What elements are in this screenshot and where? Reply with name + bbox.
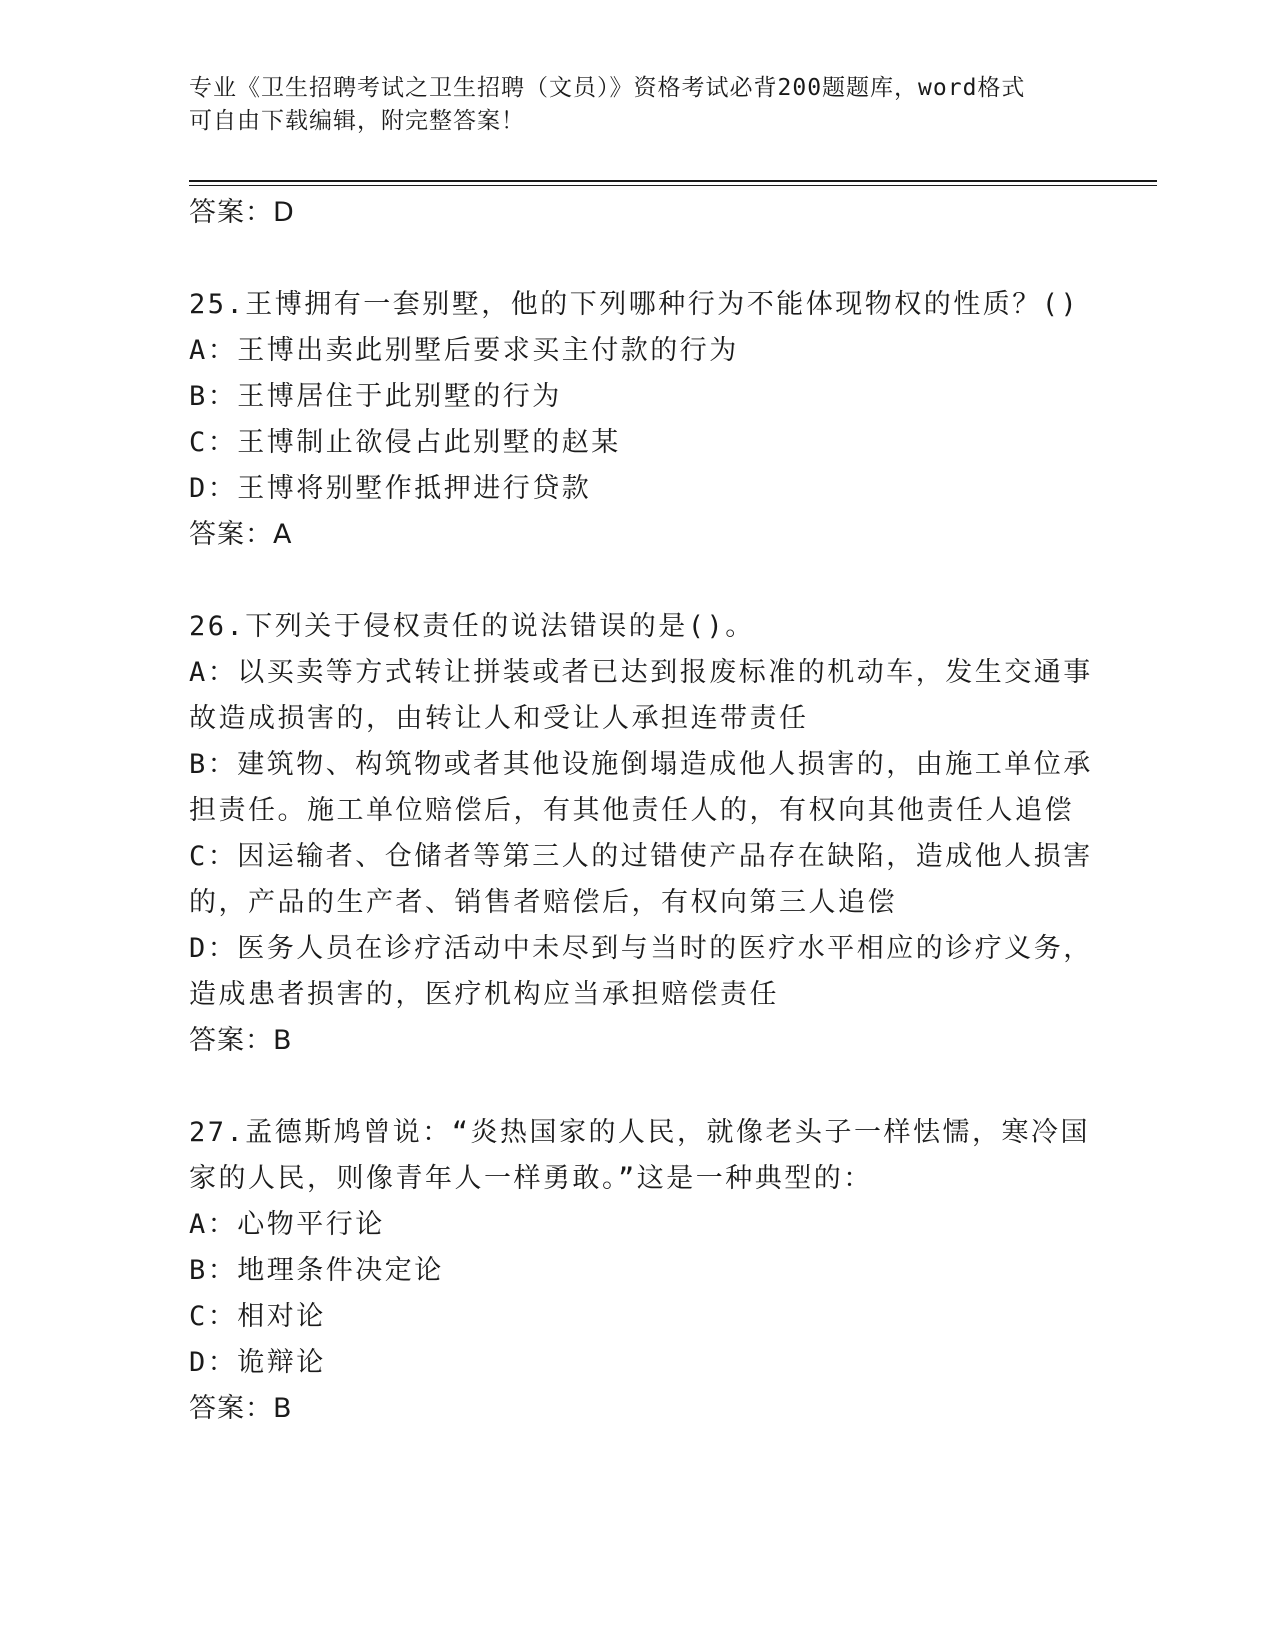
- header-line-2: 可自由下载编辑，附完整答案！: [189, 108, 525, 134]
- option-d: D：王博将别墅作抵押进行贷款: [189, 473, 592, 504]
- question-26: [189, 604, 1093, 1064]
- question-stem-line-2: 家的人民，则像青年人一样勇敢。”这是一种典型的：: [189, 1163, 873, 1194]
- option-b-line-1: B：建筑物、构筑物或者其他设施倒塌造成他人损害的，由施工单位承: [189, 749, 1093, 780]
- option-c: C：相对论: [189, 1301, 326, 1332]
- header-rule-thin: [189, 185, 1157, 186]
- answer: 答案：A: [189, 519, 293, 550]
- option-c-line-2: 的，产品的生产者、销售者赔偿后，有权向第三人追偿: [189, 887, 897, 918]
- document-header: [189, 72, 1089, 138]
- option-a: A：心物平行论: [189, 1209, 385, 1240]
- question-list: [189, 190, 1093, 1432]
- question-stem-line-1: 27.孟德斯鸠曾说：“炎热国家的人民，就像老头子一样怯懦，寒冷国: [189, 1117, 1091, 1148]
- spacer: [189, 236, 1089, 282]
- option-d-line-1: D：医务人员在诊疗活动中未尽到与当时的医疗水平相应的诊疗义务，: [189, 933, 1093, 964]
- option-c: C：王博制止欲侵占此别墅的赵某: [189, 427, 621, 458]
- option-c-line-1: C：因运输者、仓储者等第三人的过错使产品存在缺陷，造成他人损害: [189, 841, 1093, 872]
- option-b: B：地理条件决定论: [189, 1255, 444, 1286]
- header-rule-thick: [189, 180, 1157, 182]
- answer: 答案：B: [189, 1025, 293, 1056]
- option-a: A：王博出卖此别墅后要求买主付款的行为: [189, 335, 739, 366]
- option-b-line-2: 担责任。施工单位赔偿后，有其他责任人的，有权向其他责任人追偿: [189, 795, 1074, 826]
- option-d: D：诡辩论: [189, 1347, 326, 1378]
- option-d-line-2: 造成患者损害的，医疗机构应当承担赔偿责任: [189, 979, 779, 1010]
- option-b: B：王博居住于此别墅的行为: [189, 381, 562, 412]
- spacer: [189, 558, 1089, 604]
- option-a-line-1: A：以买卖等方式转让拼装或者已达到报废标准的机动车，发生交通事: [189, 657, 1093, 688]
- previous-answer: 答案：D: [189, 197, 295, 228]
- answer: 答案：B: [189, 1393, 293, 1424]
- option-a-line-2: 故造成损害的，由转让人和受让人承担连带责任: [189, 703, 809, 734]
- spacer: [189, 1064, 1089, 1110]
- question-stem: 26.下列关于侵权责任的说法错误的是()。: [189, 611, 755, 642]
- question-27: [189, 1110, 1089, 1432]
- question-stem: 25.王博拥有一套别墅，他的下列哪种行为不能体现物权的性质？(): [189, 289, 1080, 320]
- header-line-1: 专业《卫生招聘考试之卫生招聘（文员）》资格考试必背200题题库，word格式: [189, 75, 1026, 101]
- question-25: [189, 282, 1089, 558]
